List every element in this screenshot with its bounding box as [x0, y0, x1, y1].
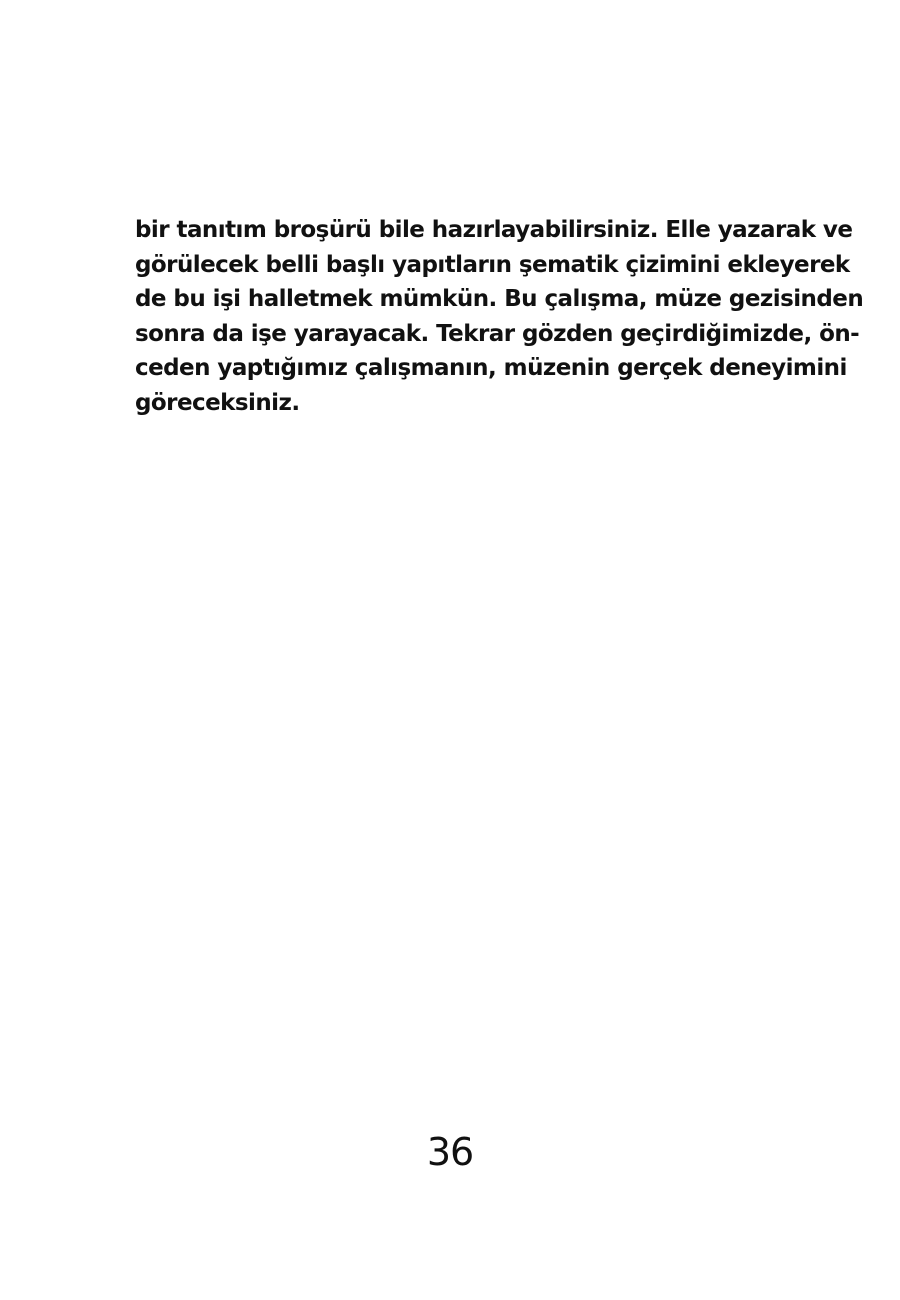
paragraph-line: görülecek belli başlı yapıtların şematik çizimini ekleyerek — [135, 251, 850, 278]
page-number: 36 — [426, 1130, 474, 1174]
paragraph-line: göreceksiniz. — [135, 389, 300, 416]
paragraph-line: ceden yaptığımız çalışmanın, müzenin gerçek deneyimini — [135, 355, 847, 381]
paragraph-line: bir tanıtım broşürü bile hazırlayabilirsiniz. Elle yazarak ve — [135, 217, 853, 243]
body-paragraph — [135, 213, 864, 420]
paragraph-line: sonra da işe yarayacak. Tekrar gözden geçirdiğimizde, ön- — [135, 320, 860, 347]
paragraph-line: de bu işi halletmek mümkün. Bu çalışma, müze gezisinden — [135, 286, 864, 312]
